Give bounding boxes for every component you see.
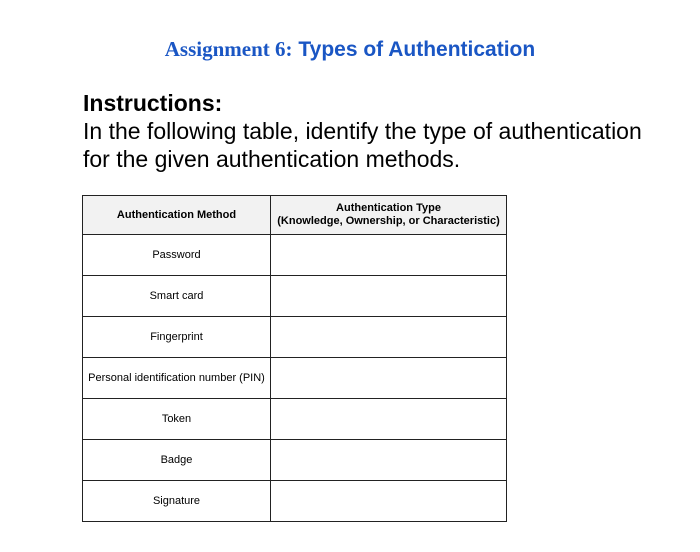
table-header-row bbox=[83, 196, 507, 235]
authentication-table bbox=[82, 195, 507, 522]
type-cell[interactable] bbox=[271, 358, 507, 399]
method-cell: Signature bbox=[83, 481, 271, 522]
instructions-heading: Instructions: bbox=[83, 90, 223, 116]
type-cell[interactable] bbox=[271, 440, 507, 481]
table-row bbox=[83, 235, 507, 276]
type-cell[interactable] bbox=[271, 276, 507, 317]
table-row bbox=[83, 399, 507, 440]
type-cell[interactable] bbox=[271, 235, 507, 276]
column-header-type bbox=[271, 196, 507, 235]
column-header-type-line2: (Knowledge, Ownership, or Characteristic) bbox=[277, 215, 500, 227]
title-prefix: Assignment 6: bbox=[164, 37, 293, 61]
instructions-text: In the following table, identify the type of authentication for the given authentication methods. bbox=[83, 118, 642, 172]
table-row bbox=[83, 481, 507, 522]
table-row bbox=[83, 440, 507, 481]
method-cell: Badge bbox=[83, 440, 271, 481]
method-cell: Personal identification number (PIN) bbox=[83, 358, 271, 399]
type-cell[interactable] bbox=[271, 481, 507, 522]
type-cell[interactable] bbox=[271, 399, 507, 440]
method-cell: Smart card bbox=[83, 276, 271, 317]
table-row bbox=[83, 317, 507, 358]
method-cell: Token bbox=[83, 399, 271, 440]
page-title bbox=[0, 37, 700, 62]
method-cell: Password bbox=[83, 235, 271, 276]
title-suffix: Types of Authentication bbox=[298, 38, 536, 61]
table-row bbox=[83, 276, 507, 317]
column-header-type-line1: Authentication Type bbox=[336, 202, 441, 214]
column-header-method: Authentication Method bbox=[83, 196, 271, 235]
type-cell[interactable] bbox=[271, 317, 507, 358]
method-cell: Fingerprint bbox=[83, 317, 271, 358]
table-row bbox=[83, 358, 507, 399]
